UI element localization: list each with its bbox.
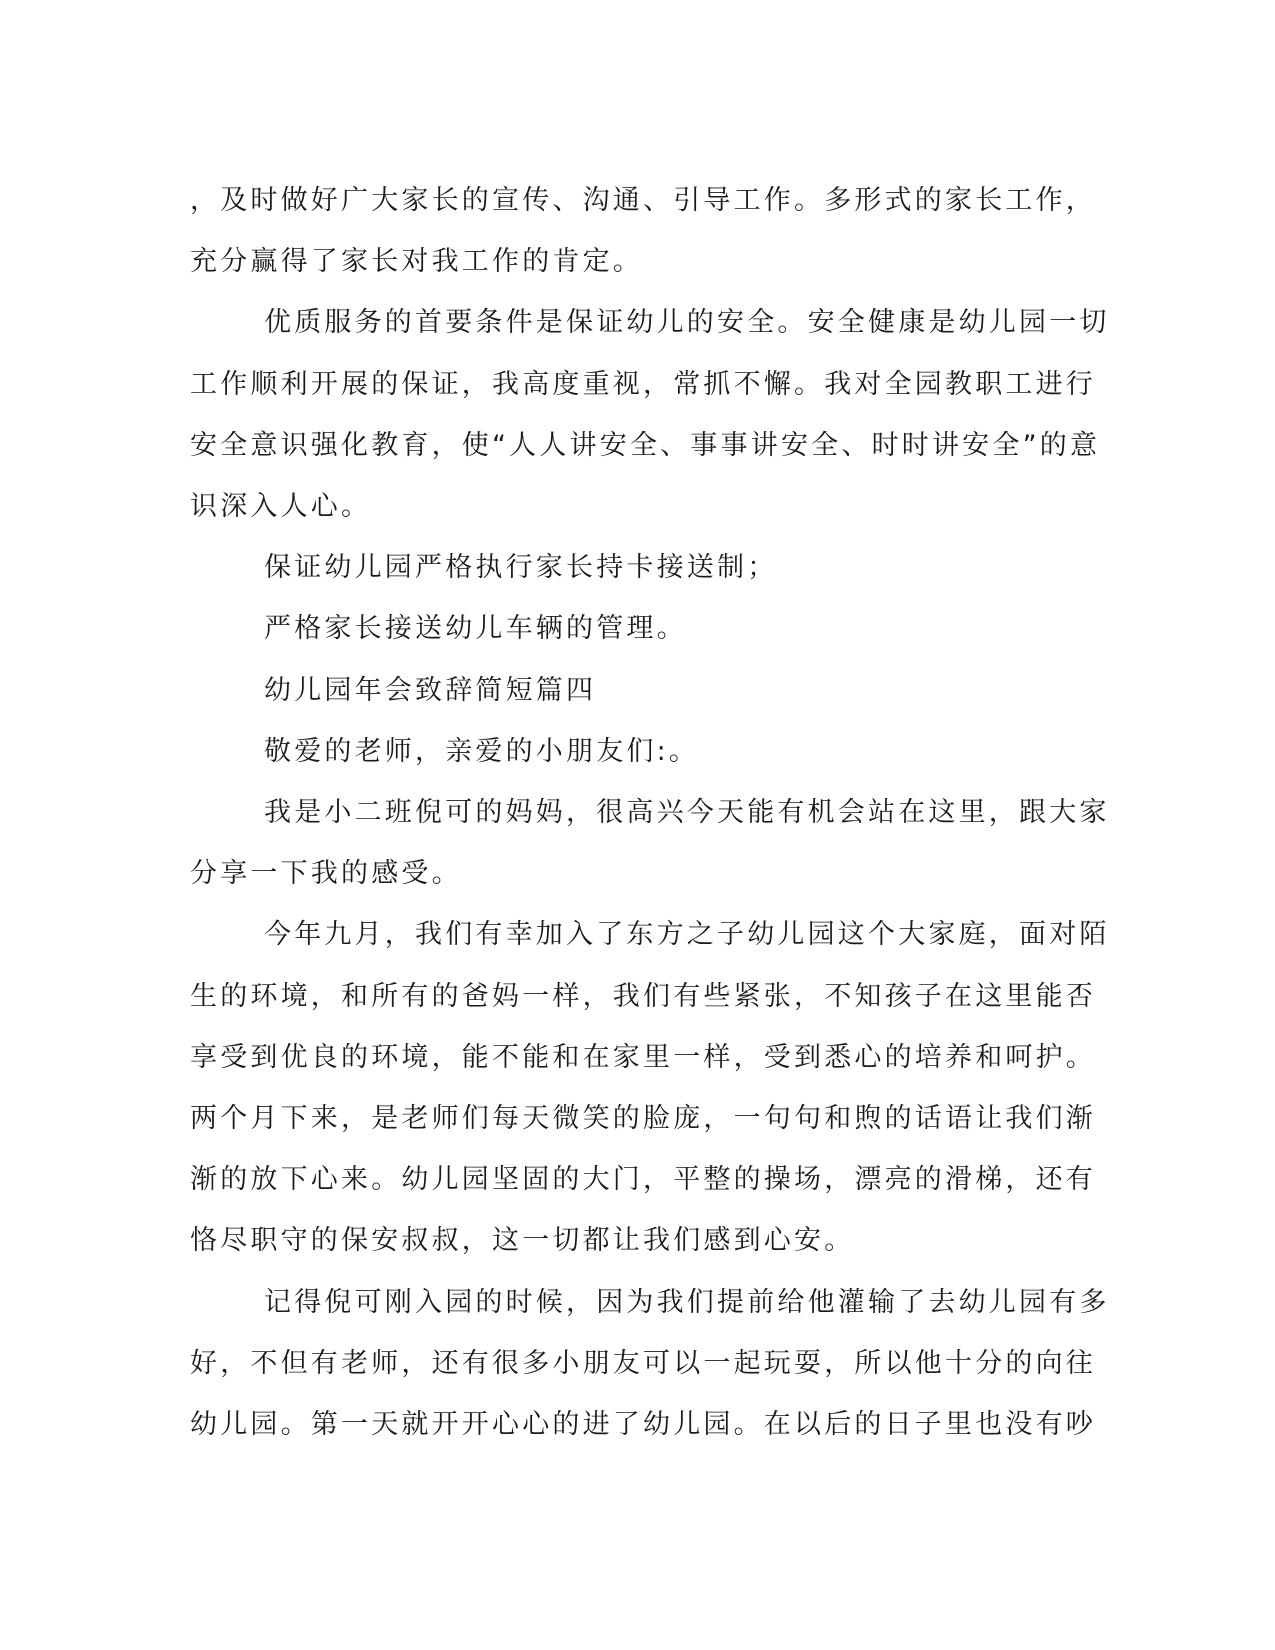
text-line: 记得倪可刚入园的时候，因为我们提前给他灌输了去幼儿园有多 — [264, 1286, 1110, 1318]
text-line: ，及时做好广大家长的宣传、沟通、引导工作。多形式的家长工作， — [190, 185, 1096, 216]
text-line: 幼儿园。第一天就开开心心的进了幼儿园。在以后的日子里也没有吵 — [190, 1409, 1096, 1441]
text-line: 识深入人心。 — [190, 491, 372, 523]
text-line: 分享一下我的感受。 — [190, 858, 462, 890]
text-line: 优质服务的首要条件是保证幼儿的安全。安全健康是幼儿园一切 — [264, 307, 1110, 339]
salutation: 敬爱的老师，亲爱的小朋友们:。 — [264, 735, 700, 767]
text-line: 两个月下来，是老师们每天微笑的脸庞，一句句和煦的话语让我们渐 — [190, 1103, 1096, 1135]
section-heading: 幼儿园年会致辞简短篇四 — [264, 674, 597, 706]
text-line: 生的环境，和所有的爸妈一样，我们有些紧张，不知孩子在这里能否 — [190, 980, 1096, 1012]
text-line: 好，不但有老师，还有很多小朋友可以一起玩耍，所以他十分的向往 — [190, 1347, 1096, 1379]
text-line: 我是小二班倪可的妈妈，很高兴今天能有机会站在这里，跟大家 — [264, 797, 1110, 829]
text-line: 工作顺利开展的保证，我高度重视，常抓不懈。我对全园教职工进行 — [190, 368, 1096, 400]
text-line: 安全意识强化教育，使“人人讲安全、事事讲安全、时时讲安全”的意 — [190, 429, 1101, 461]
text-line: 今年九月，我们有幸加入了东方之子幼儿园这个大家庭，面对陌 — [264, 919, 1110, 951]
text-line: 享受到优良的环境，能不能和在家里一样，受到悉心的培养和呵护。 — [190, 1041, 1096, 1073]
text-line: 保证幼儿园严格执行家长持卡接送制； — [264, 552, 778, 584]
document-body — [190, 170, 1110, 1455]
text-line: 严格家长接送幼儿车辆的管理。 — [264, 613, 687, 645]
text-line: 渐的放下心来。幼儿园坚固的大门，平整的操场，漂亮的滑梯，还有 — [190, 1164, 1096, 1196]
text-line: 恪尽职守的保安叔叔，这一切都让我们感到心安。 — [190, 1225, 855, 1257]
text-line: 充分赢得了家长对我工作的肯定。 — [190, 246, 643, 278]
